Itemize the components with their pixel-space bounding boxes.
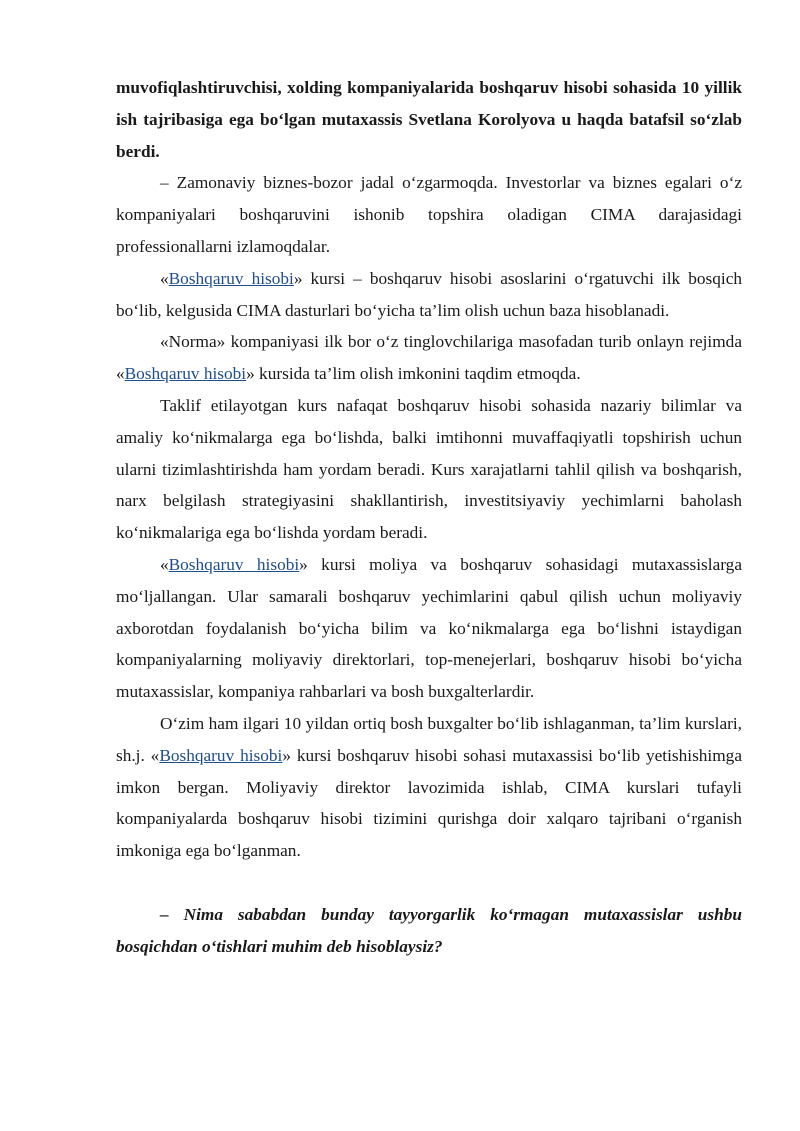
paragraph-market-text: – Zamonaviy biznes-bozor jadal o‘zgarmoqda. Investorlar va biznes egalari o‘z kompaniyalari boshqaruvini ishonib topshira oladigan CIMA darajasidagi professionallarni izlamoqdalar. — [116, 173, 742, 256]
document-page — [116, 72, 742, 963]
course-link[interactable]: Boshqaruv hisobi — [159, 745, 283, 765]
paragraph-course-intro-after: » kursi – boshqaruv hisobi asoslarini o‘rgatuvchi ilk bosqich bo‘lib, kelgusida CIMA dasturlari bo‘yicha ta’lim olish uchun baza hisoblanadi. — [116, 268, 743, 320]
paragraph-audience-before: « — [160, 554, 169, 574]
interview-question-text: – Nima sababdan bunday tayyorgarlik ko‘rmagan mutaxassislar ushbu bosqichdan o‘tishlari muhim deb hisoblaysiz? — [116, 904, 742, 956]
paragraph-experience-before: O‘zim ham ilgari 10 yildan ortiq bosh buxgalter bo‘lib ishlaganman, ta’lim kurslari, sh.j. « — [116, 713, 742, 765]
paragraph-audience-after: » kursi moliya va boshqaruv sohasidagi mutaxassislarga mo‘ljallangan. Ular samarali boshqaruv yechimlarini qabul qilish uchun moliyaviy axborotdan foydalanish bo‘yicha bilim va ko‘nikmalarga ega bo‘lishni istaydigan kompaniyalarning moliyaviy direktorlari, top-menejerlari, boshqaruv hisobi bo‘yicha mutaxassislar, kompaniya rahbarlari va bosh buxgalterlardir. — [116, 554, 742, 702]
paragraph-course-benefits-text: Taklif etilayotgan kurs nafaqat boshqaruv hisobi sohasida nazariy bilimlar va amaliy ko‘nikmalarga ega bo‘lishda, balki imtihonni muvaffaqiyatli topshirish uchun ularni tizimlashtirishda ham yordam beradi. Kurs xarajatlarni tahlil qilish va boshqarish, narx belgilash strategiyasini shakllantirish, investitsiyaviy yechimlarni baholash ko‘nikmalariga ega bo‘lishda yordam beradi. — [116, 395, 742, 543]
paragraph-norma-after: » kursida ta’lim olish imkonini taqdim etmoqda. — [246, 364, 581, 384]
paragraph-norma — [116, 326, 742, 390]
intro-text: muvofiqlashtiruvchisi, xolding kompaniyalarida boshqaruv hisobi sohasida 10 yillik ish tajribasiga ega bo‘lgan mutaxassis Svetlana Korolyova u haqda batafsil so‘zlab berdi. — [116, 78, 742, 161]
course-link[interactable]: Boshqaruv hisobi — [124, 364, 247, 384]
paragraph-course-intro — [116, 263, 742, 327]
course-link[interactable]: Boshqaruv hisobi — [168, 554, 300, 574]
course-link[interactable]: Boshqaruv hisobi — [168, 268, 294, 288]
paragraph-course-intro-before: « — [160, 268, 169, 288]
paragraph-audience — [116, 549, 742, 708]
paragraph-market — [116, 167, 742, 262]
paragraph-norma-before: «Norma» kompaniyasi ilk bor o‘z tinglovchilariga masofadan turib onlayn rejimda « — [116, 332, 742, 384]
paragraph-experience — [116, 708, 742, 867]
intro-paragraph — [116, 72, 742, 167]
paragraph-spacer — [116, 867, 742, 899]
paragraph-experience-after: » kursi boshqaruv hisobi sohasi mutaxassisi bo‘lib yetishishimga imkon bergan. Moliyaviy direktor lavozimida ishlab, CIMA kurslari tufayli kompaniyalarda boshqaruv hisobi tizimini qurishga doir xalqaro tajribani o‘rganish imkoniga ega bo‘lganman. — [116, 745, 742, 861]
paragraph-course-benefits — [116, 390, 742, 549]
interview-question — [116, 899, 742, 963]
